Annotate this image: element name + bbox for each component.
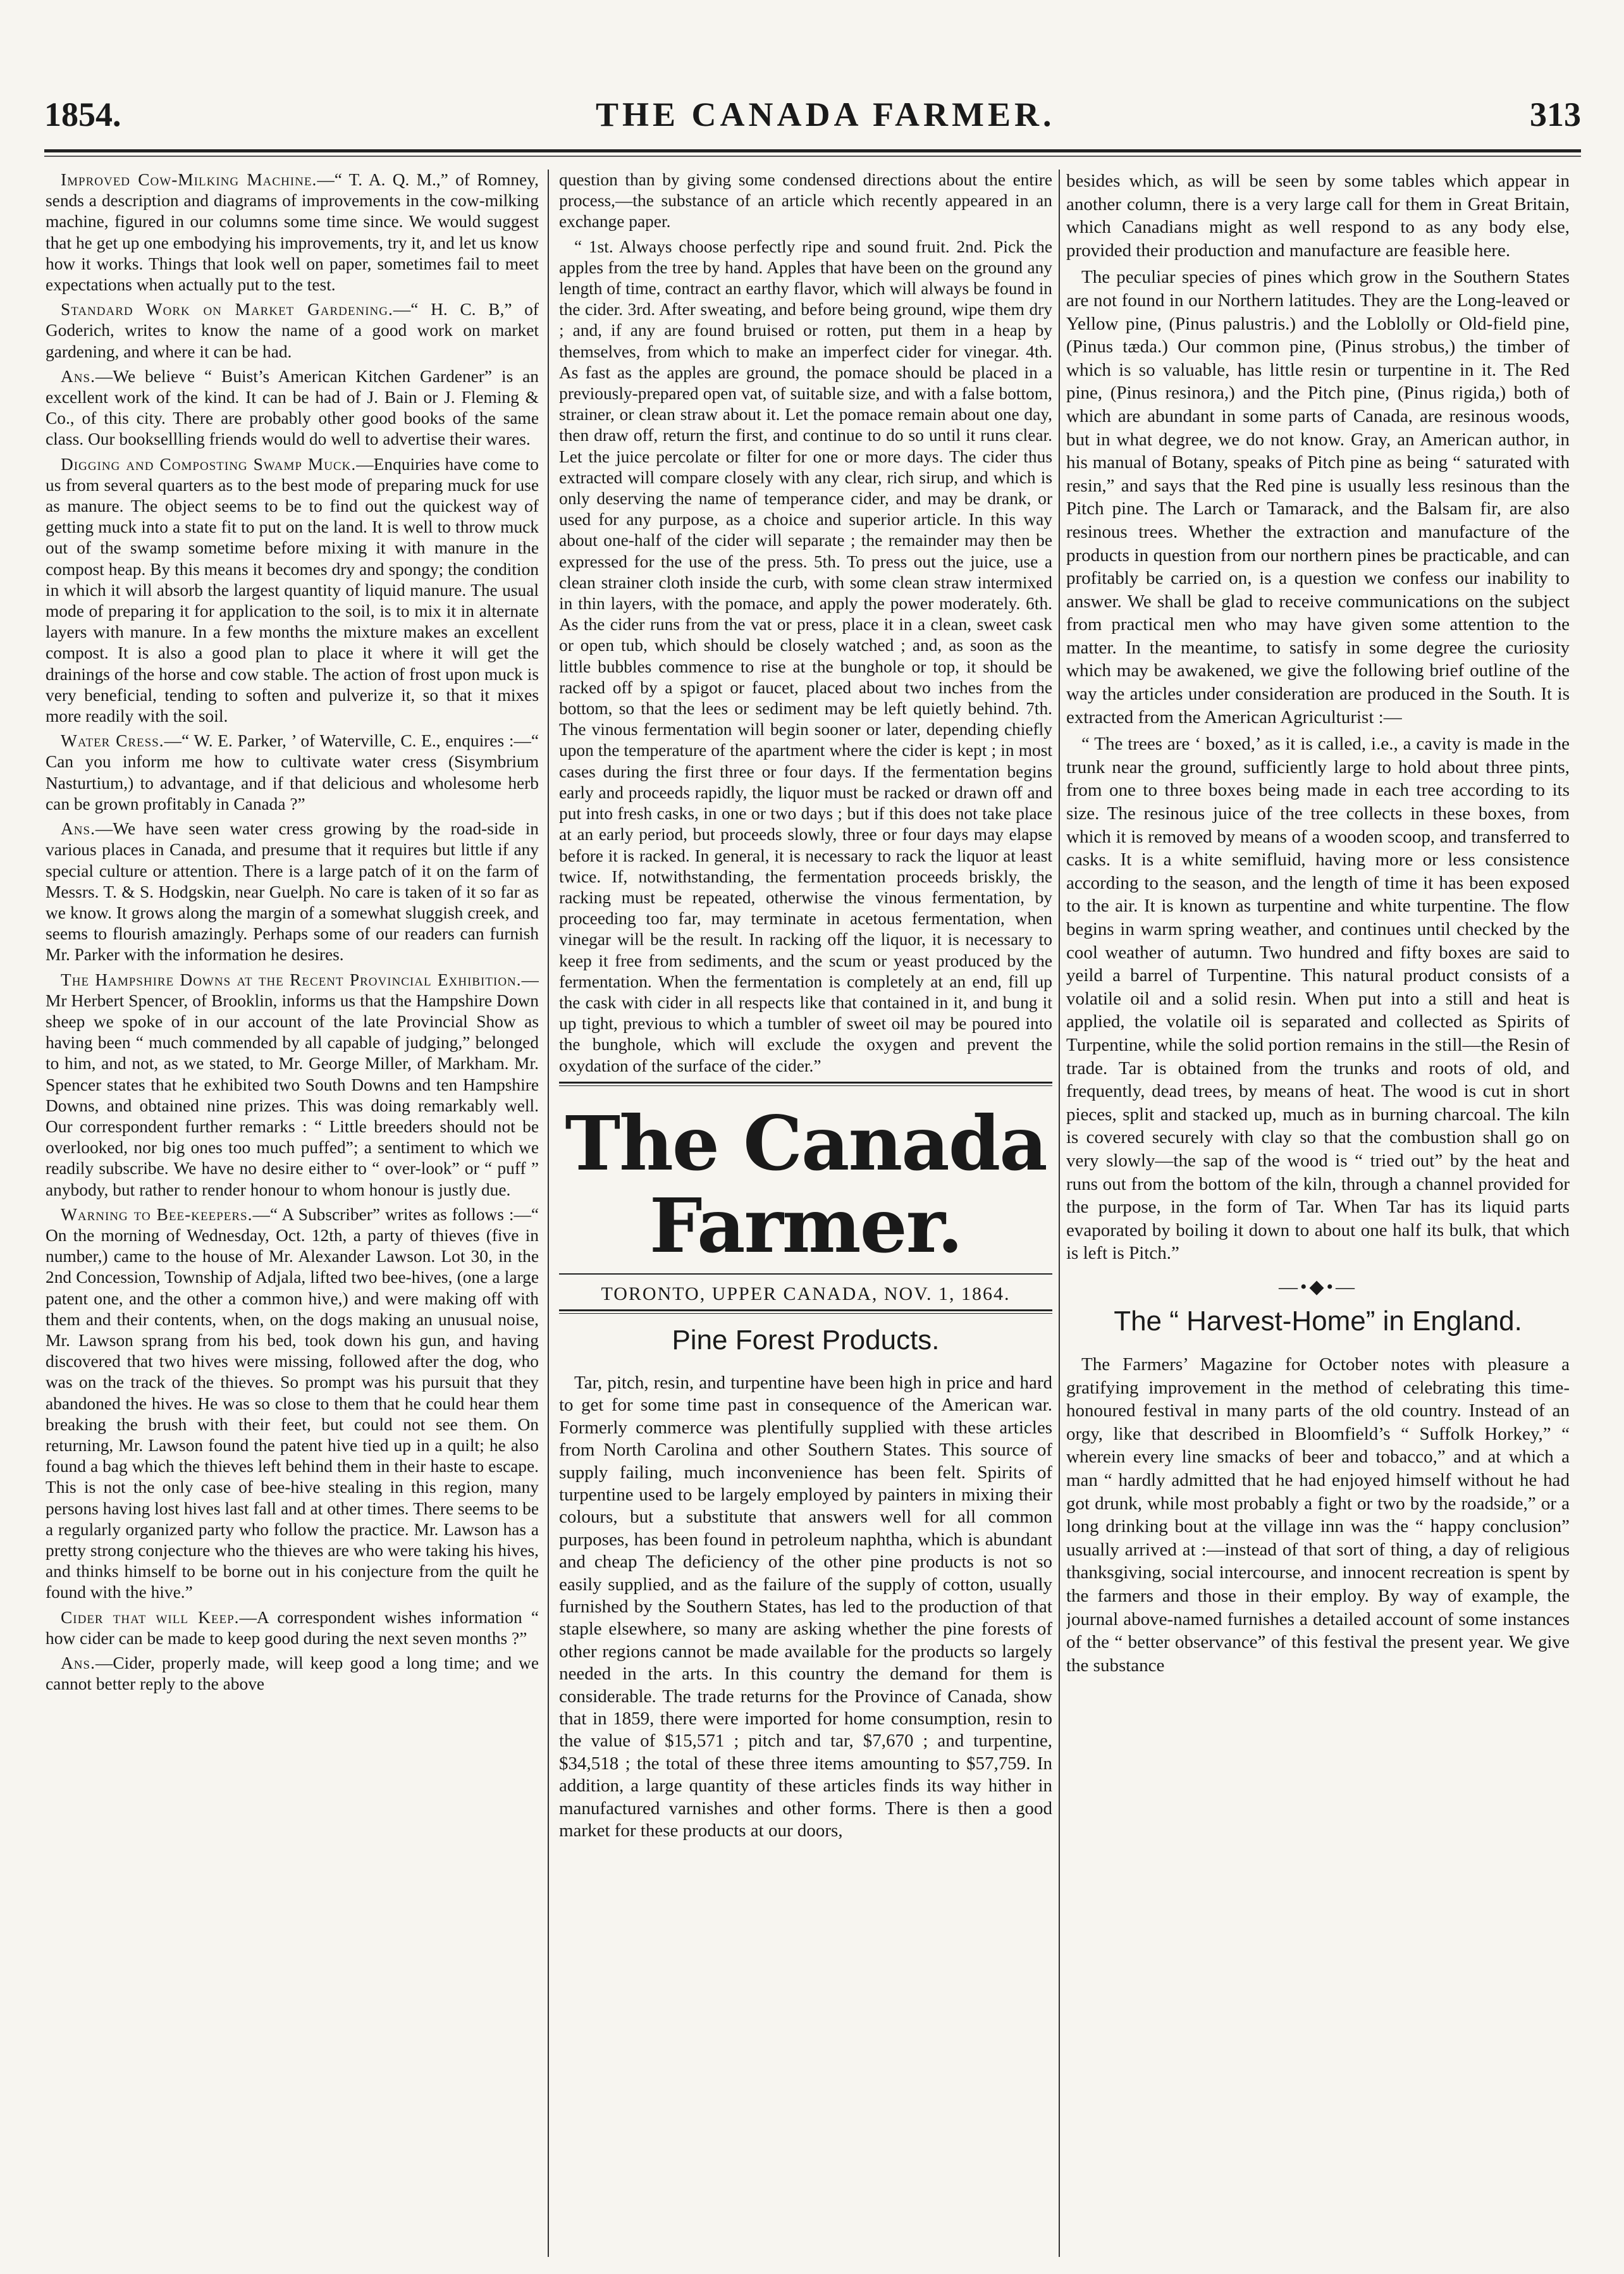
paragraph-text: —“ H. C. B,” of Goderich, writes to know the name of a good work on market gardening, and where it can be had. [46, 300, 539, 361]
section-rule [559, 1273, 1052, 1275]
column-middle [559, 170, 1052, 2251]
paragraph-text: —We have seen water cress growing by the road-side in various places in Canada, and presume that it requires but little if any special culture or attention. There is a large patch of it on the farm of Messrs. T. & S. Hodgskin, near Guelph. No care is taken of it so far as we know. It grows along the margin of a somewhat sluggish creek, and seems to flourish amazingly. Perhaps some of our readers can furnish Mr. Parker with the information he desires. [46, 819, 539, 965]
paragraph [46, 970, 539, 1201]
header-title: THE CANADA FARMER. [596, 96, 1055, 133]
paragraph: “ 1st. Always choose perfectly ripe and sound fruit. 2nd. Pick the apples from the tree by hand. Apples that have been on the ground any length of time, contract an earthy flavor, which will always be found in the cider. 3rd. After sweating, and before being ground, wipe them dry ; and, if any are found bruised or rotten, put them in a heap by themselves, from which to make an imperfect cider for vinegar. 4th. As fast as the apples are ground, the pomace should be placed in a previously-prepared open vat, of suitable size, and with a false bottom, strainer, or clean straw about it. Let the pomace remain about one day, then draw off, return the first, and continue to do so until it runs clear. Let the juice percolate or filter for one or more days. The cider thus extracted will compare closely with any clear, rich sirup, and which is only deserving the name of temperance cider, and may be drank, or used for any purpose, as a choice and superior article. In this way about one-half of the cider will separate ; the remainder may then be expressed for the use of the press. 5th. To press out the juice, use a clean strainer cloth inside the curb, with some clean straw intermixed in thin layers, with the pomace, and apply the power moderately. 6th. As the cider runs from the vat or press, place it in a clean, sweet cask or open tub, which should be closely watched ; and, as soon as the little bubbles commence to rise at the bunghole or top, it should be racked off by a spigot or faucet, placed about two inches from the bottom, so that the lees or sediment may be left quietly behind. 7th. The vinous fermentation will begin sooner or later, depending chiefly upon the temperature of the apartment where the cider is kept ; in most cases during the first three or four days. If the fermentation begins early and proceeds rapidly, the liquor must be racked or drawn off and put into fresh casks, in one or two days ; but if this does not take place at an early period, but proceeds slowly, three or four days may elapse before it is racked. In general, it is necessary to rack the liquor at least twice. If, notwithstanding, the fermentation proceeds briskly, the racking must be repeated, otherwise the vinous fermentation, by proceeding too far, may terminate in acetous fermentation, when vinegar will be the result. In racking off the liquor, it is necessary to keep it free from sediments, and the scum or yeast produced by the fermentation. When the fermentation is completely at an end, fill up the cask with cider in all respects like that contained in it, and bung it up tight, previous to which a tumbler of sweet oil may be poured into the bunghole, which will exclude the oxygen and prevent the oxydation of the surface of the cider.” [559, 237, 1052, 1075]
column-right [1066, 170, 1570, 2251]
column-left [46, 170, 539, 2251]
paragraph [46, 366, 539, 450]
paragraph [46, 170, 539, 295]
paragraph [46, 1607, 539, 1649]
paragraph [46, 819, 539, 965]
paragraph-lead: Improved Cow-Milking Machine. [61, 170, 317, 189]
paragraph-lead: Standard Work on Market Gardening. [61, 300, 393, 319]
paragraph-lead: Ans. [61, 1653, 95, 1673]
paragraph [46, 731, 539, 815]
section-rule [559, 1309, 1052, 1314]
article-title: The “ Harvest-Home” in England. [1114, 1306, 1522, 1337]
column-divider [1059, 170, 1060, 2257]
article-title: Pine Forest Products. [672, 1324, 940, 1356]
paragraph: Tar, pitch, resin, and turpentine have been high in price and hard to get for some time past in consequence of the American war. Formerly commerce was plentifully supplied with these articles from North Carolina and other Southern States. This source of supply failing, much inconvenience has been felt. Spirits of turpentine used to be largely employed by painters in mixing their colours, but a substitute that answers well for all common purposes, has been found in petroleum naphtha, which is abundant and cheap The deficiency of the other pine products is not so easily supplied, and as the failure of the supply of cotton, usually furnished by the Southern States, has led to the production of that staple elsewhere, so many are asking whether the pine forests of other regions cannot be made available for the products so largely needed in the arts. In this country the demand for them is considerable. The trade returns for the Province of Canada, show that in 1859, there were imported for home consumption, resin to the value of $15,571 ; pitch and tar, $7,670 ; and turpentine, $34,518 ; the total of these three items amounting to $57,759. In addition, a large quantity of these articles finds its way hither in manufactured varnishes and other forms. There is then a good market for these products at our doors, [559, 1372, 1052, 1841]
paragraph: The Farmers’ Magazine for October notes with pleasure a gratifying improvement in the method of celebrating this time-honoured festival in many parts of the old country. Instead of an orgy, like that described in Bloomfield’s “ Suffolk Horkey,” “ wherein every line smacks of beer and tobacco,” and at which a man “ hardly admitted that he had enjoyed himself without he had got drunk, while most probably a fight or two by the roadside,” or a long drinking bout at the village inn was the “ happy conclusion” usually arrived at :—instead of that sort of thing, a day of religious thanksgiving, social intercourse, and innocent recreation is spent by the farmers and those in their employ. By way of example, the journal above-named furnishes a detailed account of some instances of the “ better observance” of this festival the present year. We give the substance [1066, 1354, 1570, 1676]
paragraph-text: —“ W. E. Parker, ’ of Waterville, C. E., enquires :—“ Can you inform me how to cultivate water cress (Sisymbrium Nasturtium,) to advantage, and if that delicious and wholesome herb can be grown profitably in Canada ?” [46, 731, 539, 813]
paragraph: “ The trees are ‘ boxed,’ as it is called, i.e., a cavity is made in the trunk near the ground, sufficiently large to hold about three pints, from one to three boxes being made in each tree according to its size. The resinous juice of the tree collects in these boxes, from which it is removed by means of a wooden scoop, and transferred to casks. It is a white semifluid, having more or less consistence according to the season, and the length of time it has been exposed to the air. It is known as turpentine and white turpentine. The flow begins in warm spring weather, and continues until checked by the cool weather of autumn. Two hundred and fifty boxes are said to yeild a barrel of Turpentine. This natural product consists of a volatile oil and a solid resin. When put into a still and heat is applied, the volatile oil is separated and collected as Spirits of Turpentine, while the solid portion remains in the still—the Resin of trade. Tar is obtained from the trunks and roots of old, and frequently, dead trees, by means of heat. The wood is cut in short pieces, split and stacked up, much as in burning charcoal. The kiln is covered securely with clay so that the combustion shall go on very slowly—the sap of the wood is “ tried out” by the heat and runs out from the bottom of the kiln, through a channel provided for the purpose, in the form of Tar. When Tar has its liquid parts evaporated by boiling it down to about one half its bulk, that which is left is Pitch.” [1066, 734, 1570, 1264]
column-divider [548, 170, 549, 2257]
paragraph-text: —A correspondent wishes information “ how cider can be made to keep good during the next seven months ?” [46, 1607, 539, 1648]
dateline: TORONTO, UPPER CANADA, NOV. 1, 1864. [601, 1283, 1011, 1304]
paragraph [46, 1653, 539, 1695]
paragraph [46, 299, 539, 362]
paragraph-text: —Enquiries have come to us from several quarters as to the best mode of preparing muck for use as manure. The object seems to be to find out the quickest way of getting muck into a state fit to put on the land. It is well to throw muck out of the swamp sometime before mixing it with manure in the compost heap. By this means it becomes dry and spongy; the condition in which it will absorb the largest quantity of liquid manure. The usual mode of preparing it for application to the soil, is to mix it in alternate layers with manure. In a few months the mixture makes an excellent compost. It is also a good plan to place it where it will get the drainings of the horse and cow stable. The action of frost upon muck is very beneficial, tending to soften and pulverize it, so that it mixes more readily with the soil. [46, 454, 539, 726]
section-rule [559, 1082, 1052, 1086]
paragraph-text: —“ T. A. Q. M.,” of Romney, sends a description and diagrams of improvements in the cow-milking machine, figured in our columns some time since. We would suggest that he get up one embodying his improvements, try it, and let us know how it works. Things that look well on paper, sometimes fail to meet expectations when actually put to the test. [46, 170, 539, 295]
paragraph-lead: The Hampshire Downs at the Recent Provincial Exhibition. [61, 970, 522, 989]
paragraph-text: —We believe “ Buist’s American Kitchen Gardener” is an excellent work of the kind. It can be had of J. Bain or J. Fleming & Co., of this city. There are probably other good books of the same class. Our booksellling friends would do well to advertise their wares. [46, 366, 539, 449]
paragraph: besides which, as will be seen by some tables which appear in another column, there is a very large call for them in Great Britain, which Canadians might as well respond to as any body else, provided their production and manufacture are feasible here. [1066, 171, 1570, 261]
paragraph-text: —“ A Subscriber” writes as follows :—“ On the morning of Wednesday, Oct. 12th, a party of thieves (five in number,) came to the house of Mr. Alexander Lawson. Lot 30, in the 2nd Concession, Township of Adjala, lifted two bee-hives, (one a large patent one, and the other a common hive,) and were making off with them and their contents, when, on the dogs making an unusual noise, Mr. Lawson sprang from his bed, took down his gun, and having discovered that two hives were missing, followed after the dog, who was on the track of the thieves. So prompt was his pursuit that they abandoned the hives. He was so close to them that he could hear them breaking the brush with their feet, but could not see them. On returning, Mr. Lawson found the patent hive tied up in a quilt; he also found a bag which the thieves left behind them in their haste to escape. This is not the only case of bee-hive stealing in this region, many persons having lost hives last fall and at other times. There seems to be a regularly organized party who follow the practice. Mr. Lawson has a pretty strong conjecture who the thieves are who were taking his hives, and thinks himself to be borne out in his conjecture from the quilt he found with the hive.” [46, 1204, 539, 1602]
paragraph-lead: Ans. [61, 366, 95, 386]
header-rule [44, 149, 1581, 152]
running-header [44, 95, 1581, 145]
paragraph-text: —Cider, properly made, will keep good a long time; and we cannot better reply to the above [46, 1653, 539, 1694]
paragraph-lead: Warning to Bee-keepers. [61, 1204, 253, 1224]
header-rule-thin [44, 156, 1581, 157]
paragraph-lead: Ans. [61, 819, 95, 839]
paragraph: question than by giving some condensed directions about the entire process,—the substance of an article which recently appeared in an exchange paper. [559, 170, 1052, 232]
article-body [559, 1372, 1052, 1843]
paragraph: The peculiar species of pines which grow in the Southern States are not found in our Northern latitudes. They are the Long-leaved or Yellow pine, (Pinus palustris.) and the Loblolly or Old-field pine, (Pinus tæda.) Our common pine, (Pinus strobus,) the timber of which is so valuable, has little resin or turpentine in it. The Red pine, (Pinus resinora,) and the Pitch pine, (Pinus rigida,) both of which are abundant in some parts of Canada, are resinous woods, but in what degree, we do not know. Gray, an American author, in his manual of Botany, speaks of Pitch pine as being “ saturated with resin,” and says that the Red pine is usually less resinous than the Pitch pine. The Larch or Tamarack, and the Balsam fir, are also resinous trees. Whether the extraction and manufacture of the products in question from our northern pines be practicable, and can profitably be carried on, is a question we confess our inability to answer. We shall be glad to receive communications on the subject from practical men who may have given some attention to the matter. In the meantime, to satisfy in some degree the curiosity which may be awakened, we give the following brief outline of the way the articles under consideration are produced in the South. It is extracted from the American Agriculturist :— [1066, 267, 1570, 727]
paragraph [46, 454, 539, 727]
section-ornament: —•◆•— [1278, 1276, 1358, 1297]
paragraph-lead: Cider that will Keep. [61, 1607, 240, 1627]
masthead: The Canada Farmer. [565, 1099, 1047, 1270]
paragraph [46, 1204, 539, 1604]
header-year: 1854. [44, 96, 121, 133]
paragraph-lead: Digging and Composting Swamp Muck. [61, 454, 357, 474]
paragraph-text: —Mr Herbert Spencer, of Brooklin, informs us that the Hampshire Down sheep we spoke of in our account of the late Provincial Show as having been “ much commended by all capable of judging,” belonged to him, and not, as we stated, to Mr. George Miller, of Markham. Mr. Spencer states that he exhibited two South Downs and ten Hampshire Downs, and obtained nine prizes. This was doing remarkably well. Our correspondent further remarks : “ Little breeders should not be overlooked, nor big ones too much puffed”; a sentiment to which we readily subscribe. We have no desire either to “ over-look” or “ puff ” anybody, but rather to render honour to whom honour is justly due. [46, 970, 539, 1199]
header-page-number: 313 [1530, 96, 1581, 133]
paragraph-lead: Water Cress. [61, 731, 164, 751]
